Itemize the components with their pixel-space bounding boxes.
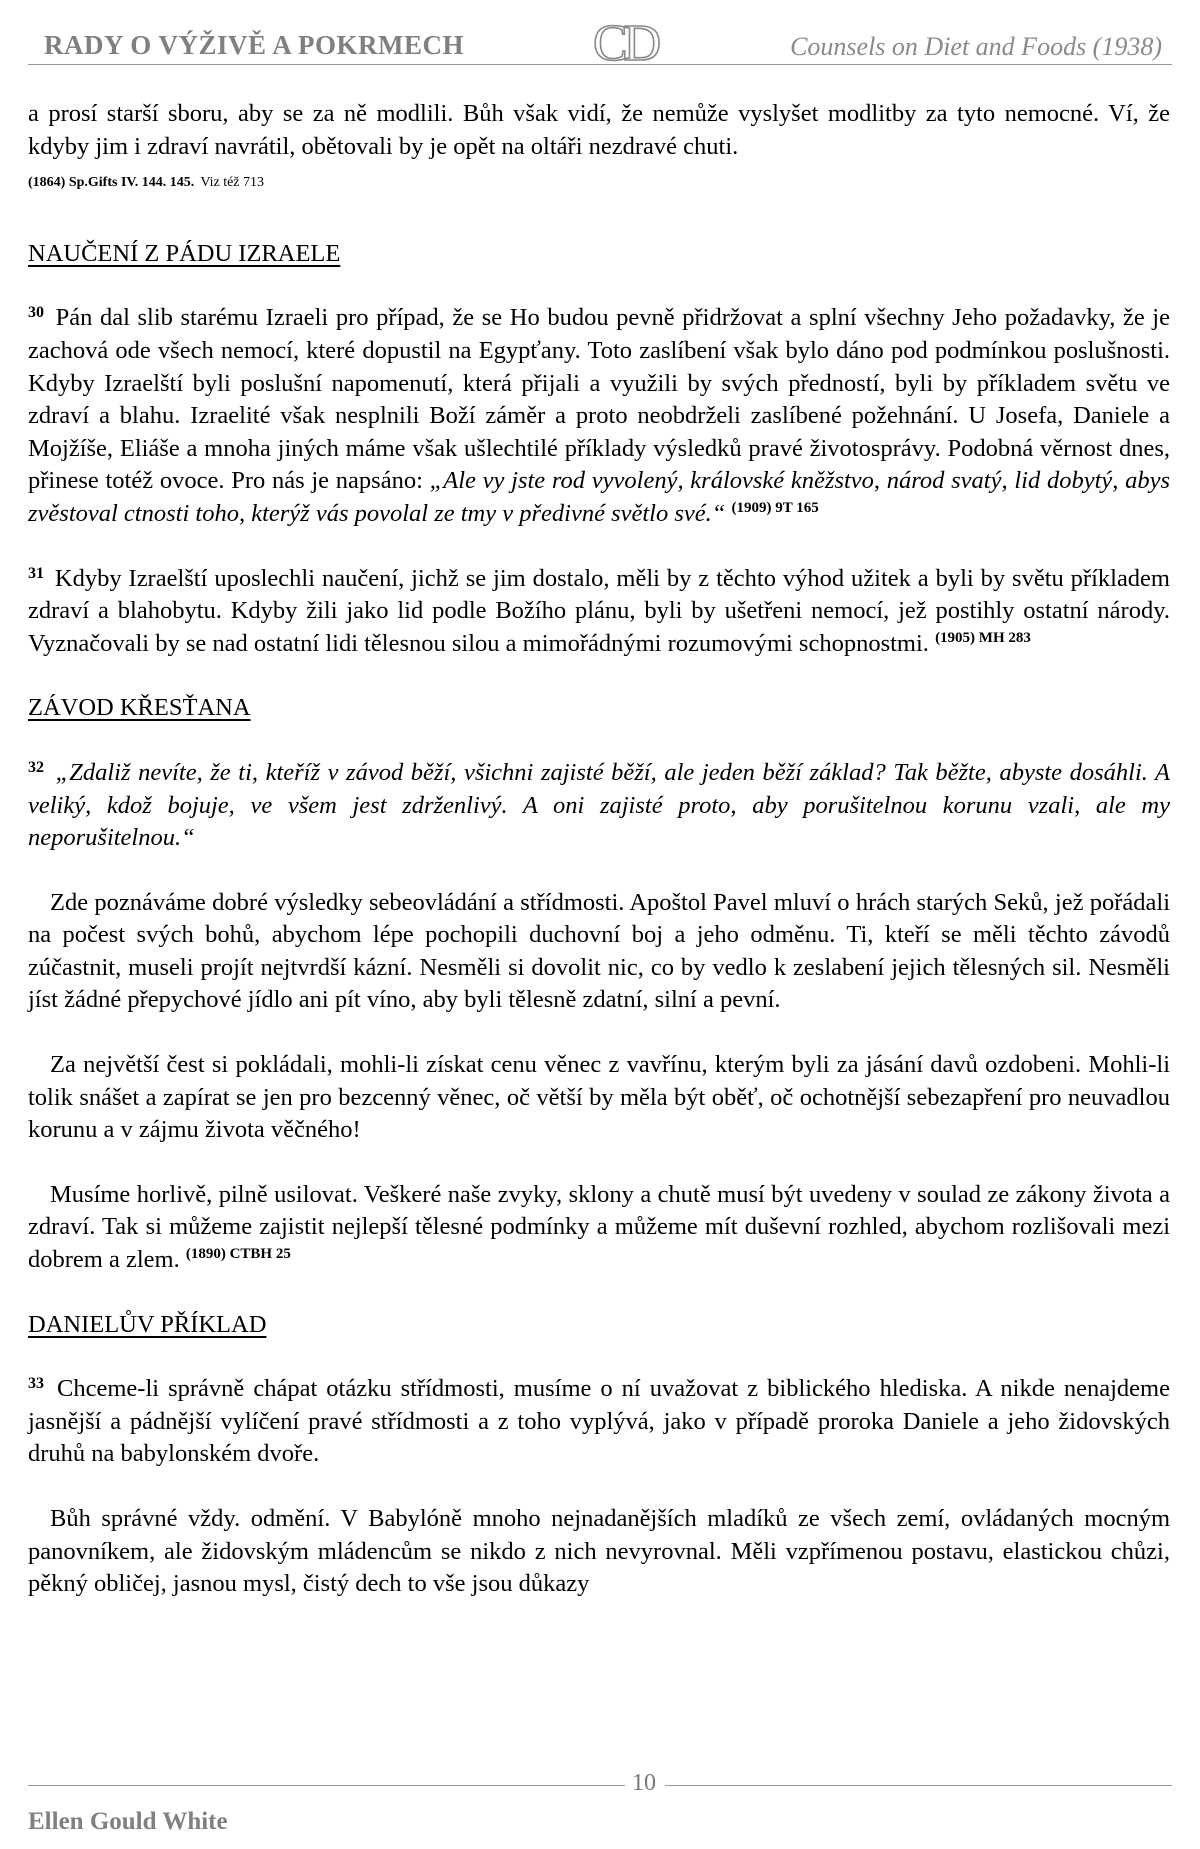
paragraph-33 xyxy=(28,1373,1170,1471)
paragraph-text: Za největší čest si pokládali, mohli-li získat cenu věnec z vavřínu, kterým byli za jásání davů ozdobeni. Mohli-li tolik snášet a zapírat se jen pro bezcenný věnec, oč větší by měla být oběť, oč ochotnější sebezapření pro neuvadlou korunu a v zájmu života věčného! xyxy=(28,1051,1170,1144)
header-title-czech: RADY O VÝŽIVĚ A POKRMECH xyxy=(44,30,465,60)
footer-rule-right xyxy=(665,1785,1172,1786)
paragraph-text: Bůh správné vždy. odmění. V Babylóně mnoho nejnadanějších mladíků ze všech zemí, ovládaných mocným panovníkem, ale židovským mládencům se nikdo z nich nevyrovnal. Měli vzpřímenou postavu, elastickou chůzi, pěkný obličej, jasnou mysl, čistý dech to vše jsou důkazy xyxy=(28,1505,1170,1598)
page-number: 10 xyxy=(632,1770,656,1796)
section-heading: NAUČENÍ Z PÁDU IZRAELE xyxy=(28,239,341,267)
footer-rule-left xyxy=(28,1785,625,1786)
paragraph-30 xyxy=(28,302,1170,530)
source-reference: (1864) Sp.Gifts IV. 144. 145. xyxy=(28,175,195,191)
paragraph-with-ref xyxy=(28,1179,1170,1277)
header-title-english: Counsels on Diet and Foods (1938) xyxy=(790,32,1162,61)
page-body xyxy=(28,98,1170,1601)
footer-author: Ellen Gould White xyxy=(28,1808,228,1835)
running-header xyxy=(28,14,1172,72)
section-heading: ZÁVOD KŘESŤANA xyxy=(28,694,251,722)
paragraph-number: 30 xyxy=(28,304,44,322)
scripture-quote: „Zdaliž nevíte, že ti, kteříž v závod běží, všichni zajisté běží, ale jeden běží základ? Tak běžte, abyste dosáhli. A veliký, kdož bojuje, ve všem jest zdrženlivý. A oni zajisté proto, aby porušitelnou korunu vzali, ale my neporušitelnou.“ xyxy=(28,758,1171,852)
source-reference: (1890) CTBH 25 xyxy=(185,1245,291,1262)
paragraph-31 xyxy=(28,563,1170,661)
scripture-quote: „Ale vy jste rod vyvolený, královské kněžstvo, národ svatý, lid dobytý, abys zvěstoval ctnosti toho, kterýž vás povolal ze tmy v předivné světlo své.“ xyxy=(28,467,1171,527)
header-rule xyxy=(28,64,1172,65)
paragraph-text: Chceme-li správně chápat otázku střídmosti, musíme o ní uvažovat z biblického hlediska. A nikde nenajdeme jasnější a pádnější vylíčení pravé střídmosti a z toho vyplývá, jako v případě proroka Daniele a jeho židovských druhů na babylonském dvoře. xyxy=(28,1375,1170,1468)
paragraph-32 xyxy=(28,757,1170,855)
paragraph-text: Zde poznáváme dobré výsledky sebeovládání a střídmosti. Apoštol Pavel mluví o hrách starých Seků, jež pořádali na počest svých bohů, abychom lépe pochopili duchovní boj a jeho odměnu. Ti, kteří se měli těchto závodů zúčastnit, museli projít nejtvrdší kázní. Nesměli si dovolit nic, co by vedlo k zeslabení jejich tělesných sil. Nesměli jíst žádné přepychové jídlo ani pít víno, aby byli tělesně zdatní, silní a pevní. xyxy=(28,888,1170,1014)
paragraph-number: 32 xyxy=(28,758,44,776)
paragraph-text: Kdyby Izraelští uposlechli naučení, jichž se jim dostalo, měli by z těchto výhod užitek a byli by světu příkladem zdraví a blahobytu. Kdyby žili jako lid podle Božího plánu, byli by ušetřeni nemocí, jež postihly ostatní národy. Vyznačovali by se nad ostatní lidi tělesnou silou a mimořádnými rozumovými schopnostmi. xyxy=(28,564,1170,657)
paragraph-text: Pán dal slib starému Izraeli pro případ, že se Ho budou pevně přidržovat a splní všechny Jeho požadavky, že je zachová ode všech nemocí, které dopustil na Egypťany. Toto zaslíbení však bylo dáno pod podmínkou poslušnosti. Kdyby Izraelští byli poslušní napomenutí, která přijali a využili by svých předností, byli by příkladem světu ve zdraví a blahu. Izraelité však nesplnili Boží záměr a proto neobdrželi zaslíbené požehnání. U Josefa, Daniele a Mojžíše, Eliáše a mnoha jiných máme však ušlechtilé příklady výsledků pravé životosprávy. Podobná věrnost dnes, přinese totéž ovoce. Pro nás je napsáno: xyxy=(28,304,1170,495)
header-logo: CD xyxy=(593,15,658,72)
cross-reference: Viz též 713 xyxy=(200,175,265,191)
paragraph-number: 33 xyxy=(28,1375,44,1393)
paragraph-text: a prosí starší sboru, aby se za ně modlili. Bůh však vidí, že nemůže vyslyšet modlitby za tyto nemocné. Ví, že kdyby jim i zdraví navrátil, obětovali by je opět na oltáři nezdravé chuti. xyxy=(28,100,1170,160)
source-reference: (1909) 9T 165 xyxy=(731,499,819,516)
paragraph-number: 31 xyxy=(28,564,44,582)
section-heading: DANIELŮV PŘÍKLAD xyxy=(28,1310,267,1338)
paragraph-continuation xyxy=(28,98,1170,200)
paragraph-text: Musíme horlivě, pilně usilovat. Veškeré naše zvyky, sklony a chutě musí být uvedeny v soulad ze zákony života a zdraví. Tak si můžeme zajistit nejlepší tělesné podmínky a můžeme mít duševní rozhled, abychom rozlišovali mezi dobrem a zlem. xyxy=(28,1180,1170,1274)
source-reference: (1905) MH 283 xyxy=(935,629,1031,646)
